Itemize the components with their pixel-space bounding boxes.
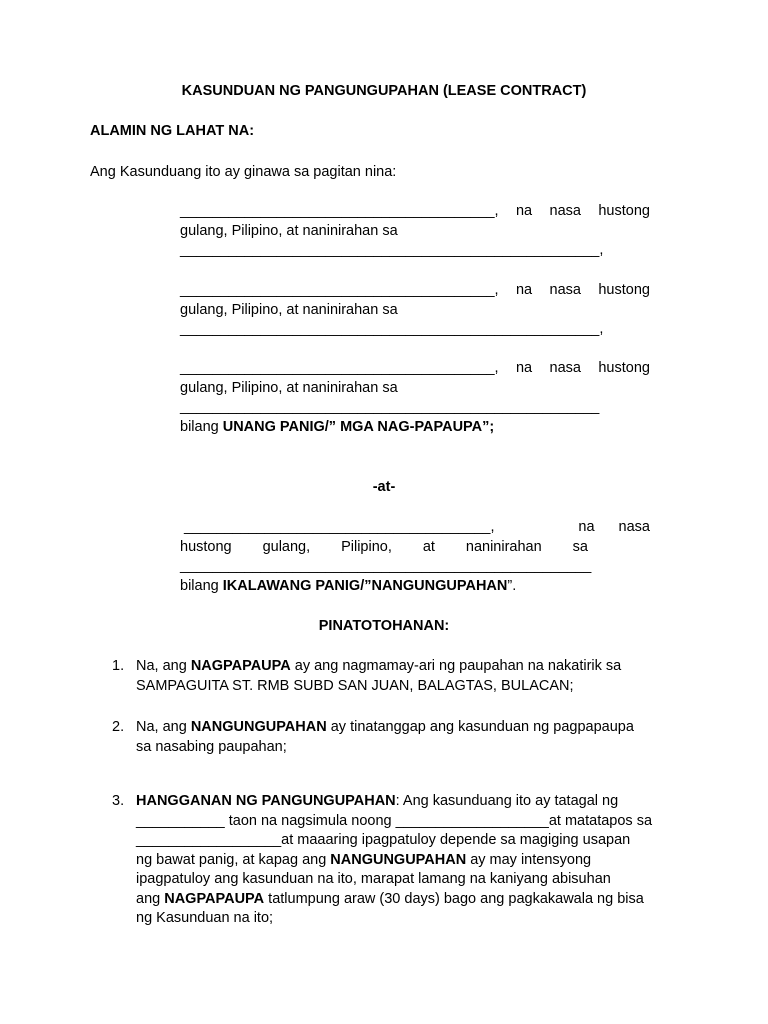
spacer	[494, 518, 578, 538]
item-line: ___________ taon na nagsimula noong ___________________at matatapos sa	[136, 812, 653, 829]
word-na: na	[515, 282, 533, 298]
role-prefix: bilang	[180, 577, 223, 594]
text: ang	[136, 890, 165, 907]
second-party-entry	[180, 518, 650, 596]
address-blank: ____________________________________________________	[180, 399, 600, 415]
name-blank: _______________________________________,	[180, 203, 499, 219]
separator-at: -at-	[372, 479, 396, 495]
item-line	[136, 792, 652, 812]
word-hustong: hustong	[598, 360, 650, 376]
list-number: 1.	[112, 658, 125, 674]
intro-text: Ang Kasunduang ito ay ginawa sa pagitan nina:	[90, 164, 397, 180]
item-line: sa nasabing paupahan;	[136, 738, 287, 755]
first-party-name-line	[180, 202, 650, 222]
text: ay ang nagmamay-ari ng paupahan na nakatirik sa	[290, 658, 622, 674]
word-na: na	[515, 203, 533, 219]
word-at: at	[422, 538, 435, 555]
word-naninirahan: naninirahan	[465, 538, 542, 555]
address-blank: ____________________________________________________,	[180, 321, 604, 337]
first-party-entry-1	[180, 202, 650, 261]
bold-term: NAGPAPAUPA	[190, 658, 291, 674]
word-nasa: nasa	[549, 282, 581, 298]
first-party-entry-3	[180, 359, 650, 437]
item-line: ipagpatuloy ang kasunduan na ito, marapat lamang na kaniyang abisuhan	[136, 871, 611, 887]
list-item-3	[112, 792, 652, 929]
address-blank: ____________________________________________________,	[180, 242, 604, 258]
item-line	[136, 718, 652, 738]
word-gulang: gulang,	[262, 538, 311, 555]
first-party-entry-2	[180, 281, 650, 340]
word-na: na	[515, 360, 533, 376]
residency-text: gulang, Pilipino, at naninirahan sa	[180, 222, 398, 239]
role-title: IKALAWANG PANIG/”NANGUNGUPAHAN	[222, 577, 508, 594]
bold-term: NAGPAPAUPA	[164, 890, 265, 907]
item-line: SAMPAGUITA ST. RMB SUBD SAN JUAN, BALAGTAS, BULACAN;	[136, 677, 574, 694]
list-item-2	[112, 718, 652, 757]
word-pilipino: Pilipino,	[341, 538, 392, 555]
first-party-role	[180, 418, 650, 438]
role-suffix: ”.	[507, 577, 517, 594]
text: Na, ang	[136, 719, 191, 735]
text: : Ang kasunduang ito ay tatagal ng	[395, 793, 619, 809]
text: Na, ang	[136, 658, 191, 674]
item-line	[136, 657, 652, 677]
item-line	[136, 851, 652, 871]
section-heading-pinatotohanan: PINATOTOHANAN:	[318, 618, 450, 634]
first-party-name-line	[180, 281, 650, 301]
name-blank: ______________________________________,	[184, 519, 495, 535]
item-line	[136, 890, 652, 910]
word-nasa: nasa	[549, 360, 581, 376]
item-line: __________________at maaaring ipagpatuloy depende sa magiging usapan	[136, 832, 631, 848]
word-hustong: hustong	[180, 538, 232, 555]
second-party-residency-line	[180, 538, 588, 558]
list-number: 2.	[112, 719, 125, 735]
address-blank: ___________________________________________________	[180, 558, 592, 574]
bold-term: NANGUNGUPAHAN	[330, 851, 467, 868]
name-blank: _______________________________________,	[180, 282, 499, 298]
first-party-name-line	[180, 359, 650, 379]
item-line: ng Kasunduan na ito;	[136, 910, 274, 926]
word-nasa: nasa	[618, 519, 650, 535]
name-blank: _______________________________________,	[180, 360, 499, 376]
salutation: ALAMIN NG LAHAT NA:	[90, 123, 255, 139]
residency-text: gulang, Pilipino, at naninirahan sa	[180, 301, 398, 318]
second-party-name-line	[180, 518, 650, 538]
word-hustong: hustong	[598, 203, 650, 219]
bold-term: HANGGANAN NG PANGUNGUPAHAN	[136, 793, 396, 809]
word-sa: sa	[572, 538, 588, 555]
role-prefix: bilang	[180, 418, 223, 435]
word-hustong: hustong	[598, 282, 650, 298]
list-number: 3.	[112, 793, 125, 809]
text: ay tinatanggap ang kasunduan ng pagpapaupa	[326, 719, 634, 735]
residency-text: gulang, Pilipino, at naninirahan sa	[180, 379, 398, 396]
document-title: KASUNDUAN NG PANGUNGUPAHAN (LEASE CONTRACT)	[181, 83, 587, 99]
role-title: UNANG PANIG/” MGA NAG-PAPAUPA”;	[222, 418, 495, 435]
second-party-role	[180, 577, 650, 597]
list-item-1	[112, 657, 652, 696]
word-na: na	[578, 519, 595, 535]
text: ay may intensyong	[466, 851, 592, 868]
text: ng bawat panig, at kapag ang	[136, 851, 331, 868]
text: tatlumpung araw (30 days) bago ang pagkakawala ng bisa	[264, 890, 644, 907]
word-nasa: nasa	[549, 203, 581, 219]
bold-term: NANGUNGUPAHAN	[190, 719, 327, 735]
